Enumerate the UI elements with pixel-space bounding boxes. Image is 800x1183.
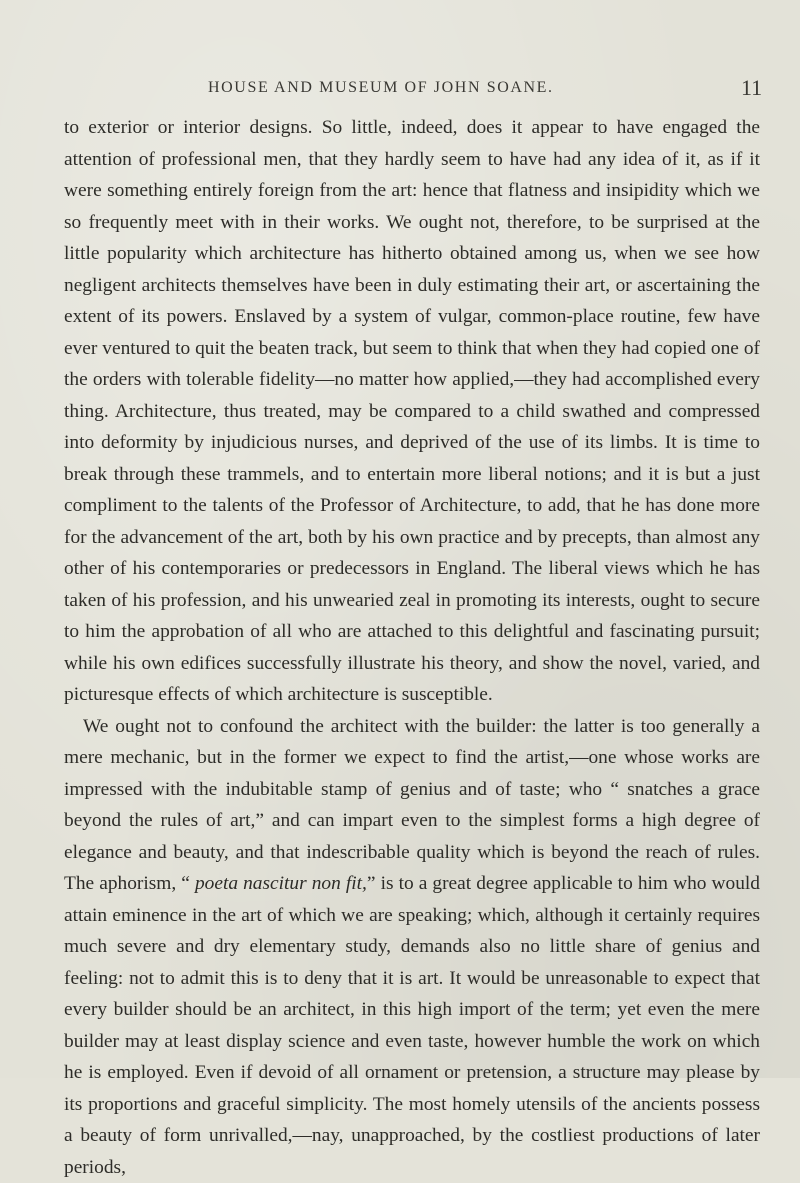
running-title: HOUSE AND MUSEUM OF JOHN SOANE. bbox=[208, 79, 554, 97]
latin-quote: poeta nascitur non fit, bbox=[195, 873, 367, 894]
page-number: 11 bbox=[741, 75, 762, 101]
paragraph-1: to exterior or interior designs. So little, indeed, does it appear to have engaged the attention of professional men, that they hardly seem to have had any idea of it, as if it were something entirely foreign from the art: hence that flatness and insipidity which we so frequently meet with in their works. We ought not, therefore, to be surprised at the little popularity which architecture has hitherto obtained among us, when we see how negligent architects themselves have been in duly estimating their art, or ascertaining the extent of its powers. Enslaved by a system of vulgar, common-place routine, few have ever ventured to quit the beaten track, but seem to think that when they had copied one of the orders with tolerable fidelity—no matter how applied,—they had accomplished every thing. Architecture, thus treated, may be compared to a child swathed and compressed into deformity by injudicious nurses, and deprived of the use of its limbs. It is time to break through these trammels, and to entertain more liberal notions; and it is but a just compliment to the talents of the Professor of Architecture, to add, that he has done more for the advancement of the art, both by his own practice and by precepts, than almost any other of his contemporaries or predecessors in England. The liberal views which he has taken of his profession, and his unwearied zeal in promoting its interests, ought to secure to him the approbation of all who are attached to this delightful and fascinating pursuit; while his own edifices successfully illustrate his theory, and show the novel, varied, and picturesque effects of which architecture is susceptible. bbox=[64, 112, 760, 711]
running-head bbox=[0, 79, 800, 105]
paragraph-2 bbox=[64, 711, 760, 1183]
paragraph-2-text-before-quote: We ought not to confound the architect with the builder: the latter is too generally a mere mechanic, but in the former we expect to find the artist,—one whose works are impressed with the indubitable stamp of genius and of taste; who “ snatches a grace beyond the rules of art,” and can impart even to the simplest forms a high degree of elegance and beauty, and that indescribable quality which is beyond the reach of rules. The aphorism, “ bbox=[64, 716, 760, 895]
paragraph-2-text-after-quote: ” is to a great degree applicable to him who would attain eminence in the art of which we are speaking; which, although it certainly requires much severe and dry elementary study, demands also no little share of genius and feeling: not to admit this is to deny that it is art. It would be unreasonable to expect that every builder should be an architect, in this high import of the term; yet even the mere builder may at least display science and even taste, however humble the work on which he is employed. Even if devoid of all ornament or pretension, a structure may please by its proportions and graceful simplicity. The most homely utensils of the ancients possess a beauty of form unrivalled,—nay, unapproached, by the costliest productions of later periods, bbox=[64, 873, 760, 1178]
body-text bbox=[64, 112, 760, 1183]
